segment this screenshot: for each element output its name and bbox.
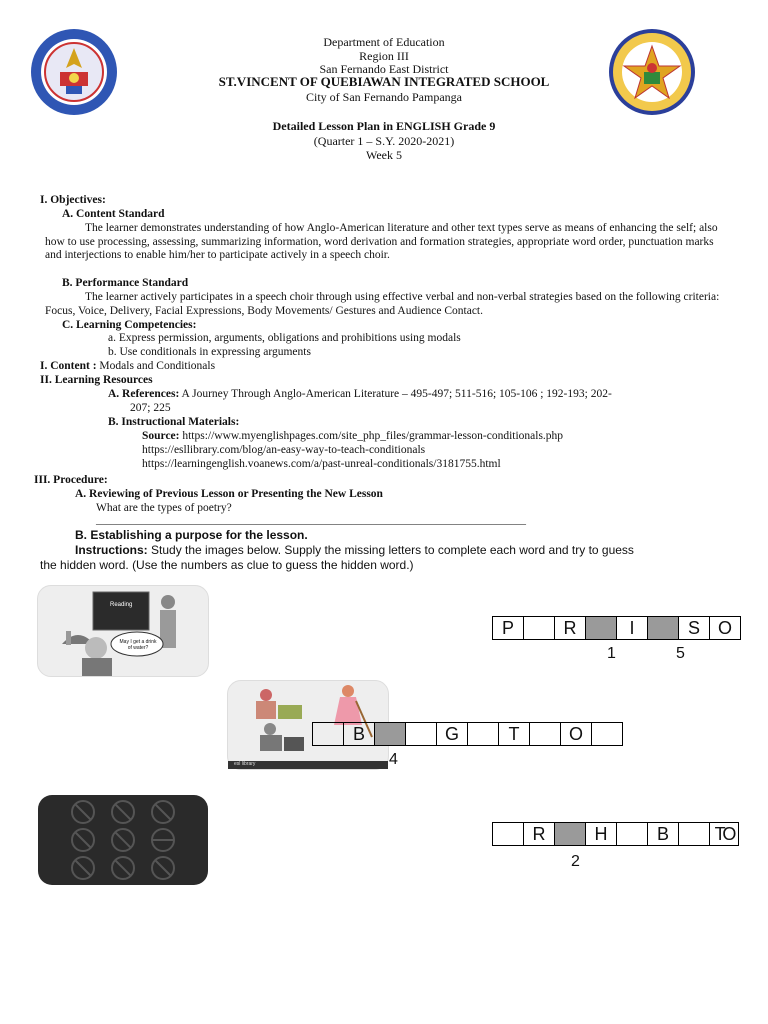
quarter: (Quarter 1 – S.Y. 2020-2021) (313, 134, 455, 148)
content-row (40, 360, 215, 374)
procedure-a-question: What are the types of poetry? (96, 502, 232, 514)
clue-number: 4 (389, 751, 398, 768)
clue-cell[interactable] (374, 722, 406, 746)
references-label: A. References: (108, 388, 180, 400)
letter-cell: I (616, 616, 648, 640)
competency-item: a. Express permission, arguments, obligations and prohibitions using modals (108, 332, 461, 344)
letter-cell: B (343, 722, 375, 746)
image-footer-text: esl library (234, 761, 256, 767)
permission-image (37, 585, 209, 677)
city: City of San Fernando Pampanga (306, 90, 462, 104)
letter-cell[interactable] (678, 822, 710, 846)
performance-standard-label: B. Performance Standard (62, 277, 189, 289)
clue-cell[interactable] (585, 616, 617, 640)
dept-name: Department of Education (323, 35, 445, 49)
letter-cell[interactable] (405, 722, 437, 746)
procedure-heading: III. Procedure: (34, 474, 108, 486)
procedure-b-label: B. Establishing a purpose for the lesson. (75, 528, 308, 542)
letter-cell[interactable] (529, 722, 561, 746)
lesson-title: Detailed Lesson Plan in ENGLISH Grade 9 (272, 119, 496, 133)
instructions-row (75, 544, 634, 558)
clue-cell[interactable] (647, 616, 679, 640)
district: San Fernando East District (319, 62, 449, 76)
letter-cell: H (585, 822, 617, 846)
instructions-text-cont: the hidden word. (Use the numbers as clue to guess the hidden word.) (40, 558, 414, 572)
references-text: A Journey Through Anglo-American Literature – 495-497; 511-516; 105-106 ; 192-193; 202- (179, 388, 612, 400)
letter-cell[interactable] (467, 722, 499, 746)
speech-bubble-text: May I get a drink of water? (119, 639, 157, 651)
source-link[interactable]: https://www.myenglishpages.com/site_php_files/grammar-lesson-conditionals.php (182, 430, 564, 442)
board-text: Reading (110, 602, 133, 608)
clue-cell[interactable] (554, 822, 586, 846)
clue-number: 2 (571, 853, 580, 870)
letter-cell: R (554, 616, 586, 640)
letter-cell: P (492, 616, 524, 640)
content-standard-text: The learner demonstrates understanding of how Anglo-American literature and other text types serve as means of enhancing the self; also how to use processing, assessing, summarizing information, word derivation and formation strategies, appropriate word order, punctuation marks and interjections to enable him/her to participate actively in a speech choir. (45, 222, 718, 261)
puzzle-grid-2[interactable] (313, 722, 623, 746)
letter-cell: S (678, 616, 710, 640)
objectives-heading: I. Objectives: (40, 194, 106, 206)
letter-cell: O (709, 616, 741, 640)
competencies-label: C. Learning Competencies: (62, 319, 197, 331)
source-link[interactable]: https://learningenglish.voanews.com/a/past-unreal-conditionals/3181755.html (142, 458, 501, 470)
answer-line[interactable]: ______________________________________________________________________________________ (96, 515, 526, 526)
letter-cell[interactable] (616, 822, 648, 846)
letter-cell: B (647, 822, 679, 846)
week: Week 5 (365, 148, 403, 162)
competency-item: b. Use conditionals in expressing arguments (108, 346, 311, 358)
letter-cell: T (498, 722, 530, 746)
region: Region III (359, 49, 409, 63)
letter-cell[interactable] (492, 822, 524, 846)
performance-standard-text: The learner actively participates in a speech choir through using effective verbal and non-verbal strategies based on the following criteria: Focus, Voice, Delivery, Facial Expressions, Body Movements/ Gestures and Audience Contact. (45, 291, 720, 317)
clue-number: 1 (607, 645, 616, 662)
letter-cell[interactable] (312, 722, 344, 746)
references-text-cont: 207; 225 (130, 402, 171, 414)
prohibition-signs-image (38, 795, 208, 885)
letter-cell: G (436, 722, 468, 746)
clue-number: 5 (676, 645, 685, 662)
source-row (142, 430, 563, 444)
references-row (108, 388, 612, 402)
puzzle-grid-1[interactable] (493, 616, 741, 640)
letter-cell[interactable] (591, 722, 623, 746)
letter-cell: R (523, 822, 555, 846)
content-standard-label: A. Content Standard (62, 208, 165, 220)
source-label: Source: (142, 430, 180, 442)
puzzle-grid-3[interactable] (493, 822, 739, 846)
instructions-text: Study the images below. Supply the missing letters to complete each word and try to guess (147, 543, 634, 557)
content-value: Modals and Conditionals (96, 360, 216, 372)
source-link[interactable]: https://esllibrary.com/blog/an-easy-way-to-teach-conditionals (142, 444, 426, 456)
procedure-a-label: A. Reviewing of Previous Lesson or Presenting the New Lesson (75, 488, 383, 500)
resources-heading: II. Learning Resources (40, 374, 153, 386)
letter-cell: TO (709, 822, 739, 846)
letter-cell[interactable] (523, 616, 555, 640)
letter-cell: O (560, 722, 592, 746)
content-label: I. Content : (40, 360, 97, 372)
school-name: ST.VINCENT OF QUEBIAWAN INTEGRATED SCHOOL (218, 74, 550, 89)
materials-label: B. Instructional Materials: (108, 416, 240, 428)
instructions-label: Instructions: (75, 543, 148, 557)
